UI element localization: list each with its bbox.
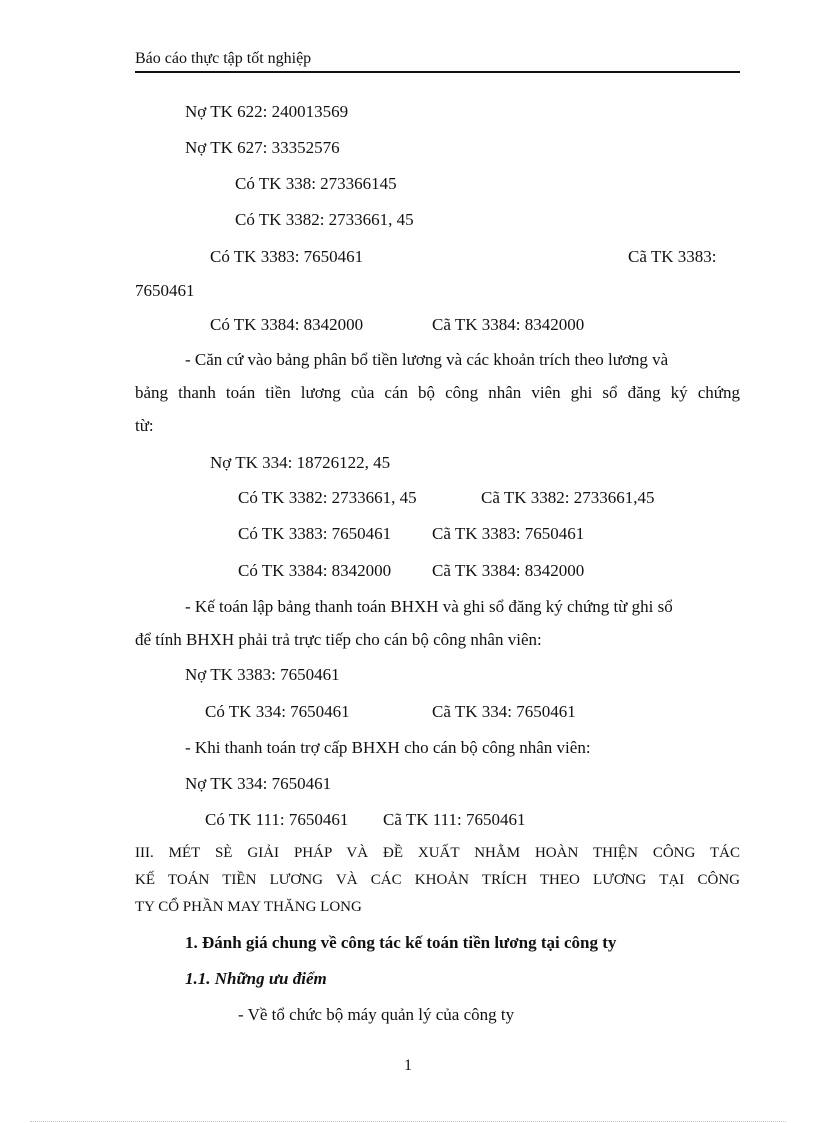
paragraph-2-line-2: để tính BHXH phải trả trực tiếp cho cán bộ công nhân viên: — [135, 630, 542, 649]
entry3-credit-334: Có TK 334: 7650461 — [205, 702, 350, 721]
bullet-item: - Về tổ chức bộ máy quản lý của công ty — [238, 1005, 515, 1024]
entry3-debit-3383: Nợ TK 3383: 7650461 — [185, 665, 340, 684]
entry-credit-338: Có TK 338: 273366145 — [235, 174, 397, 193]
page-number: 1 — [404, 1057, 412, 1074]
entry2-credit-3384-alt: Cã TK 3384: 8342000 — [432, 561, 585, 580]
paragraph-3-line-1: - Khi thanh toán trợ cấp BHXH cho cán bộ công nhân viên: — [185, 738, 591, 757]
entry-credit-3384-alt: Cã TK 3384: 8342000 — [432, 315, 585, 334]
page-header: Báo cáo thực tập tốt nghiệp — [135, 50, 740, 73]
subheading-1-1: 1.1. Những ưu điểm — [185, 969, 327, 988]
entry-credit-3383-alt: Cã TK 3383: — [628, 247, 717, 266]
page-bottom-divider — [30, 1121, 786, 1122]
section-heading-line-3: TY CỔ PHẦN MAY THĂNG LONG — [135, 899, 362, 915]
subheading-1: 1. Đánh giá chung về công tác kế toán tiền lương tại công ty — [185, 933, 617, 952]
paragraph-1-line-2: bảng thanh toán tiền lương của cán bộ công nhân viên ghi sổ đăng ký chứng — [135, 383, 740, 402]
entry2-credit-3383: Có TK 3383: 7650461 — [238, 524, 392, 543]
entry-credit-3383-value: 7650461 — [135, 281, 195, 300]
entry-credit-3382: Có TK 3382: 2733661, 45 — [235, 210, 414, 229]
entry-credit-3383: Có TK 3383: 7650461 — [210, 247, 364, 266]
entry-debit-622: Nợ TK 622: 240013569 — [185, 102, 349, 121]
entry3-credit-334-alt: Cã TK 334: 7650461 — [432, 702, 576, 721]
entry4-credit-111-alt: Cã TK 111: 7650461 — [383, 810, 526, 829]
section-heading-line-1: III. MÉT SÈ GIẢI PHÁP VÀ ĐỀ XUẤT NHẰM HOÀN THIỆN CÔNG TÁC — [135, 845, 740, 861]
entry-debit-334: Nợ TK 334: 18726122, 45 — [210, 453, 391, 472]
paragraph-2-line-1: - Kế toán lập bảng thanh toán BHXH và ghi sổ đăng ký chứng từ ghi sổ — [185, 597, 673, 616]
paragraph-1-line-3: từ: — [135, 416, 154, 435]
entry-debit-627: Nợ TK 627: 33352576 — [185, 138, 340, 157]
entry4-credit-111: Có TK 111: 7650461 — [205, 810, 349, 829]
section-heading-line-2: KẾ TOÁN TIỀN LƯƠNG VÀ CÁC KHOẢN TRÍCH THEO LƯƠNG TẠI CÔNG — [135, 872, 740, 888]
entry4-debit-334: Nợ TK 334: 7650461 — [185, 774, 332, 793]
entry-credit-3384: Có TK 3384: 8342000 — [210, 315, 364, 334]
entry2-credit-3384: Có TK 3384: 8342000 — [238, 561, 392, 580]
entry2-credit-3382-alt: Cã TK 3382: 2733661,45 — [481, 488, 655, 507]
entry2-credit-3383-alt: Cã TK 3383: 7650461 — [432, 524, 585, 543]
entry2-credit-3382: Có TK 3382: 2733661, 45 — [238, 488, 417, 507]
paragraph-1-line-1: - Căn cứ vào bảng phân bổ tiền lương và các khoản trích theo lương và — [185, 350, 669, 369]
